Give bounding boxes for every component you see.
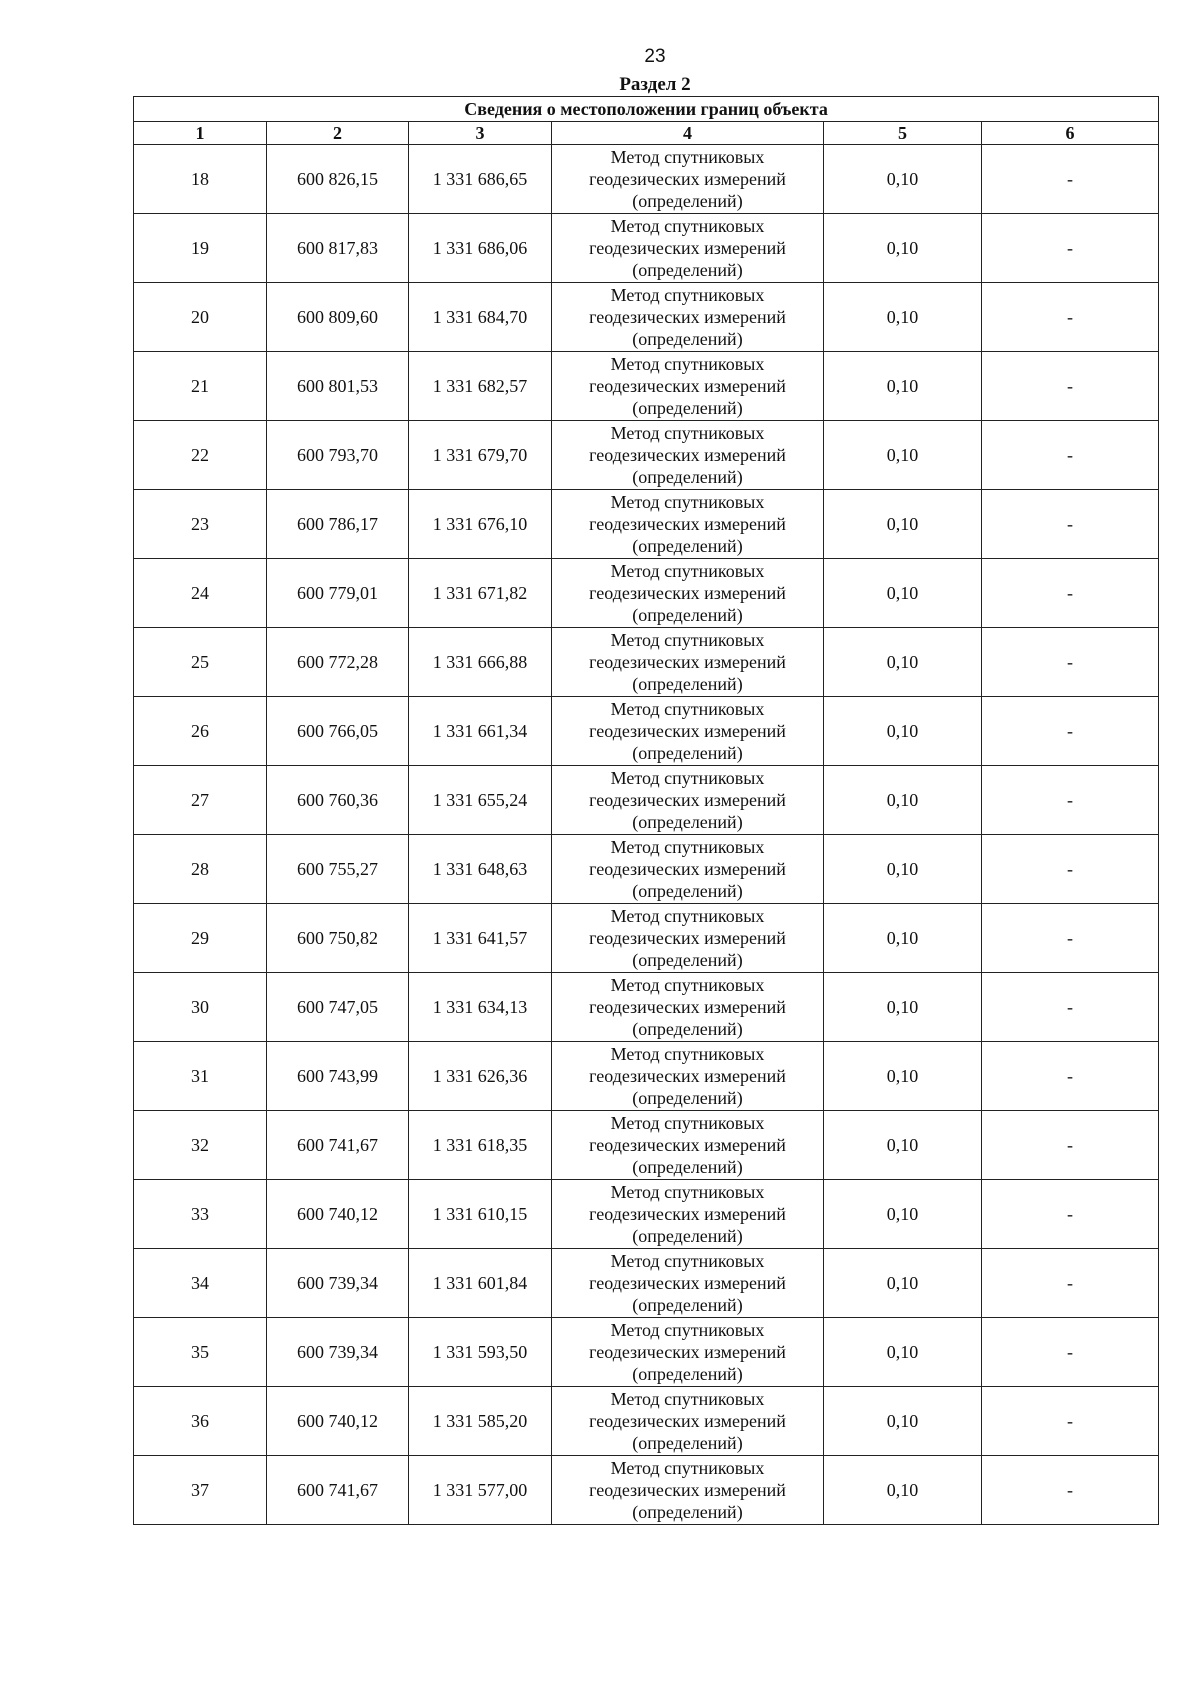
y-coordinate-cell: 1 331 585,20 [409, 1387, 552, 1456]
x-coordinate-cell: 600 760,36 [267, 766, 409, 835]
method-line: (определений) [632, 398, 743, 418]
accuracy-cell: 0,10 [824, 1180, 982, 1249]
y-coordinate-cell: 1 331 634,13 [409, 973, 552, 1042]
description-cell: - [982, 490, 1159, 559]
x-coordinate-cell: 600 826,15 [267, 145, 409, 214]
y-coordinate-cell: 1 331 618,35 [409, 1111, 552, 1180]
page-number: 23 [644, 46, 666, 67]
method-line: геодезических измерений [589, 376, 786, 396]
method-line: Метод спутниковых [610, 561, 765, 581]
point-number-cell: 27 [134, 766, 267, 835]
method-cell [552, 1318, 824, 1387]
description-cell: - [982, 697, 1159, 766]
description-cell: - [982, 628, 1159, 697]
point-number-cell: 18 [134, 145, 267, 214]
table-row [134, 1042, 1159, 1111]
method-cell [552, 835, 824, 904]
description-cell: - [982, 835, 1159, 904]
column-number: 3 [409, 122, 552, 145]
x-coordinate-cell: 600 740,12 [267, 1387, 409, 1456]
table-row [134, 145, 1159, 214]
y-coordinate-cell: 1 331 655,24 [409, 766, 552, 835]
method-line: геодезических измерений [589, 1480, 786, 1500]
method-line: геодезических измерений [589, 445, 786, 465]
method-line: геодезических измерений [589, 514, 786, 534]
method-cell [552, 1249, 824, 1318]
method-line: Метод спутниковых [610, 285, 765, 305]
description-cell: - [982, 352, 1159, 421]
point-number-cell: 32 [134, 1111, 267, 1180]
method-cell [552, 973, 824, 1042]
x-coordinate-cell: 600 801,53 [267, 352, 409, 421]
point-number-cell: 33 [134, 1180, 267, 1249]
x-coordinate-cell: 600 747,05 [267, 973, 409, 1042]
table-row [134, 904, 1159, 973]
y-coordinate-cell: 1 331 593,50 [409, 1318, 552, 1387]
table-row [134, 1180, 1159, 1249]
method-line: (определений) [632, 467, 743, 487]
method-cell [552, 904, 824, 973]
method-line: Метод спутниковых [610, 699, 765, 719]
point-number-cell: 22 [134, 421, 267, 490]
method-line: Метод спутниковых [610, 492, 765, 512]
method-line: геодезических измерений [589, 928, 786, 948]
description-cell: - [982, 1111, 1159, 1180]
accuracy-cell: 0,10 [824, 766, 982, 835]
table-row [134, 283, 1159, 352]
point-number-cell: 19 [134, 214, 267, 283]
point-number-cell: 26 [134, 697, 267, 766]
method-line: (определений) [632, 605, 743, 625]
method-line: (определений) [632, 1226, 743, 1246]
method-line: геодезических измерений [589, 721, 786, 741]
method-line: геодезических измерений [589, 652, 786, 672]
table-row [134, 1318, 1159, 1387]
method-line: Метод спутниковых [610, 1182, 765, 1202]
method-line: (определений) [632, 536, 743, 556]
x-coordinate-cell: 600 743,99 [267, 1042, 409, 1111]
description-cell: - [982, 1042, 1159, 1111]
point-number-cell: 30 [134, 973, 267, 1042]
description-cell: - [982, 214, 1159, 283]
method-cell [552, 214, 824, 283]
method-line: Метод спутниковых [610, 354, 765, 374]
description-cell: - [982, 1318, 1159, 1387]
method-line: Метод спутниковых [610, 975, 765, 995]
x-coordinate-cell: 600 739,34 [267, 1318, 409, 1387]
method-cell [552, 421, 824, 490]
method-line: (определений) [632, 1502, 743, 1522]
method-line: Метод спутниковых [610, 1113, 765, 1133]
table-caption: Сведения о местоположении границ объекта [134, 97, 1159, 122]
x-coordinate-cell: 600 793,70 [267, 421, 409, 490]
description-cell: - [982, 145, 1159, 214]
accuracy-cell: 0,10 [824, 1042, 982, 1111]
method-line: (определений) [632, 1157, 743, 1177]
method-cell [552, 352, 824, 421]
description-cell: - [982, 1180, 1159, 1249]
section-title: Раздел 2 [619, 74, 691, 95]
point-number-cell: 21 [134, 352, 267, 421]
method-cell [552, 490, 824, 559]
y-coordinate-cell: 1 331 641,57 [409, 904, 552, 973]
accuracy-cell: 0,10 [824, 904, 982, 973]
point-number-cell: 24 [134, 559, 267, 628]
y-coordinate-cell: 1 331 679,70 [409, 421, 552, 490]
point-number-cell: 23 [134, 490, 267, 559]
accuracy-cell: 0,10 [824, 352, 982, 421]
table-row [134, 1456, 1159, 1525]
column-number: 6 [982, 122, 1159, 145]
method-cell [552, 628, 824, 697]
y-coordinate-cell: 1 331 648,63 [409, 835, 552, 904]
accuracy-cell: 0,10 [824, 1387, 982, 1456]
method-line: (определений) [632, 1088, 743, 1108]
boundary-table-container [133, 96, 1158, 1525]
point-number-cell: 36 [134, 1387, 267, 1456]
table-body [134, 145, 1159, 1525]
x-coordinate-cell: 600 786,17 [267, 490, 409, 559]
method-line: геодезических измерений [589, 583, 786, 603]
x-coordinate-cell: 600 750,82 [267, 904, 409, 973]
method-line: геодезических измерений [589, 997, 786, 1017]
description-cell: - [982, 1387, 1159, 1456]
table-row [134, 628, 1159, 697]
description-cell: - [982, 559, 1159, 628]
table-row [134, 766, 1159, 835]
table-row [134, 214, 1159, 283]
method-line: (определений) [632, 674, 743, 694]
method-line: (определений) [632, 950, 743, 970]
table-row [134, 1387, 1159, 1456]
description-cell: - [982, 1249, 1159, 1318]
x-coordinate-cell: 600 741,67 [267, 1111, 409, 1180]
method-line: (определений) [632, 1019, 743, 1039]
accuracy-cell: 0,10 [824, 1318, 982, 1387]
table-header [134, 97, 1159, 145]
accuracy-cell: 0,10 [824, 628, 982, 697]
method-cell [552, 1456, 824, 1525]
method-line: Метод спутниковых [610, 1044, 765, 1064]
method-line: (определений) [632, 329, 743, 349]
accuracy-cell: 0,10 [824, 145, 982, 214]
y-coordinate-cell: 1 331 577,00 [409, 1456, 552, 1525]
column-number: 4 [552, 122, 824, 145]
y-coordinate-cell: 1 331 684,70 [409, 283, 552, 352]
x-coordinate-cell: 600 739,34 [267, 1249, 409, 1318]
method-line: (определений) [632, 1364, 743, 1384]
x-coordinate-cell: 600 779,01 [267, 559, 409, 628]
description-cell: - [982, 283, 1159, 352]
method-cell [552, 1111, 824, 1180]
x-coordinate-cell: 600 772,28 [267, 628, 409, 697]
method-line: геодезических измерений [589, 1135, 786, 1155]
column-number: 1 [134, 122, 267, 145]
method-line: геодезических измерений [589, 790, 786, 810]
point-number-cell: 28 [134, 835, 267, 904]
x-coordinate-cell: 600 817,83 [267, 214, 409, 283]
method-line: геодезических измерений [589, 307, 786, 327]
description-cell: - [982, 766, 1159, 835]
method-line: (определений) [632, 743, 743, 763]
method-cell [552, 766, 824, 835]
description-cell: - [982, 421, 1159, 490]
accuracy-cell: 0,10 [824, 1456, 982, 1525]
method-line: геодезических измерений [589, 1066, 786, 1086]
point-number-cell: 34 [134, 1249, 267, 1318]
y-coordinate-cell: 1 331 686,06 [409, 214, 552, 283]
method-line: Метод спутниковых [610, 216, 765, 236]
table-row [134, 697, 1159, 766]
y-coordinate-cell: 1 331 671,82 [409, 559, 552, 628]
method-cell [552, 145, 824, 214]
point-number-cell: 31 [134, 1042, 267, 1111]
point-number-cell: 25 [134, 628, 267, 697]
accuracy-cell: 0,10 [824, 835, 982, 904]
accuracy-cell: 0,10 [824, 421, 982, 490]
y-coordinate-cell: 1 331 682,57 [409, 352, 552, 421]
method-line: Метод спутниковых [610, 1458, 765, 1478]
method-line: (определений) [632, 260, 743, 280]
accuracy-cell: 0,10 [824, 973, 982, 1042]
accuracy-cell: 0,10 [824, 283, 982, 352]
table-row [134, 421, 1159, 490]
y-coordinate-cell: 1 331 676,10 [409, 490, 552, 559]
point-number-cell: 37 [134, 1456, 267, 1525]
method-line: Метод спутниковых [610, 1251, 765, 1271]
y-coordinate-cell: 1 331 666,88 [409, 628, 552, 697]
table-row [134, 973, 1159, 1042]
method-line: Метод спутниковых [610, 768, 765, 788]
accuracy-cell: 0,10 [824, 1111, 982, 1180]
accuracy-cell: 0,10 [824, 559, 982, 628]
point-number-cell: 35 [134, 1318, 267, 1387]
method-line: (определений) [632, 881, 743, 901]
accuracy-cell: 0,10 [824, 214, 982, 283]
method-line: (определений) [632, 812, 743, 832]
table-row [134, 490, 1159, 559]
method-line: геодезических измерений [589, 1273, 786, 1293]
description-cell: - [982, 904, 1159, 973]
table-row [134, 1111, 1159, 1180]
x-coordinate-cell: 600 755,27 [267, 835, 409, 904]
method-cell [552, 1180, 824, 1249]
method-line: Метод спутниковых [610, 837, 765, 857]
method-line: геодезических измерений [589, 1342, 786, 1362]
table-row [134, 352, 1159, 421]
description-cell: - [982, 1456, 1159, 1525]
method-line: (определений) [632, 1433, 743, 1453]
method-cell [552, 697, 824, 766]
method-cell [552, 559, 824, 628]
x-coordinate-cell: 600 741,67 [267, 1456, 409, 1525]
column-number-row [134, 122, 1159, 145]
boundary-coordinates-table [133, 96, 1159, 1525]
method-line: (определений) [632, 191, 743, 211]
y-coordinate-cell: 1 331 626,36 [409, 1042, 552, 1111]
column-number: 5 [824, 122, 982, 145]
accuracy-cell: 0,10 [824, 1249, 982, 1318]
method-cell [552, 1042, 824, 1111]
y-coordinate-cell: 1 331 601,84 [409, 1249, 552, 1318]
method-line: (определений) [632, 1295, 743, 1315]
method-line: Метод спутниковых [610, 906, 765, 926]
table-row [134, 1249, 1159, 1318]
x-coordinate-cell: 600 766,05 [267, 697, 409, 766]
table-row [134, 559, 1159, 628]
x-coordinate-cell: 600 809,60 [267, 283, 409, 352]
table-row [134, 835, 1159, 904]
point-number-cell: 29 [134, 904, 267, 973]
method-line: Метод спутниковых [610, 147, 765, 167]
method-cell [552, 1387, 824, 1456]
description-cell: - [982, 973, 1159, 1042]
column-number: 2 [267, 122, 409, 145]
method-line: геодезических измерений [589, 238, 786, 258]
accuracy-cell: 0,10 [824, 490, 982, 559]
y-coordinate-cell: 1 331 661,34 [409, 697, 552, 766]
method-cell [552, 283, 824, 352]
method-line: геодезических измерений [589, 1204, 786, 1224]
method-line: Метод спутниковых [610, 1389, 765, 1409]
y-coordinate-cell: 1 331 686,65 [409, 145, 552, 214]
method-line: Метод спутниковых [610, 423, 765, 443]
method-line: Метод спутниковых [610, 630, 765, 650]
y-coordinate-cell: 1 331 610,15 [409, 1180, 552, 1249]
method-line: геодезических измерений [589, 859, 786, 879]
method-line: геодезических измерений [589, 1411, 786, 1431]
method-line: Метод спутниковых [610, 1320, 765, 1340]
x-coordinate-cell: 600 740,12 [267, 1180, 409, 1249]
method-line: геодезических измерений [589, 169, 786, 189]
point-number-cell: 20 [134, 283, 267, 352]
accuracy-cell: 0,10 [824, 697, 982, 766]
